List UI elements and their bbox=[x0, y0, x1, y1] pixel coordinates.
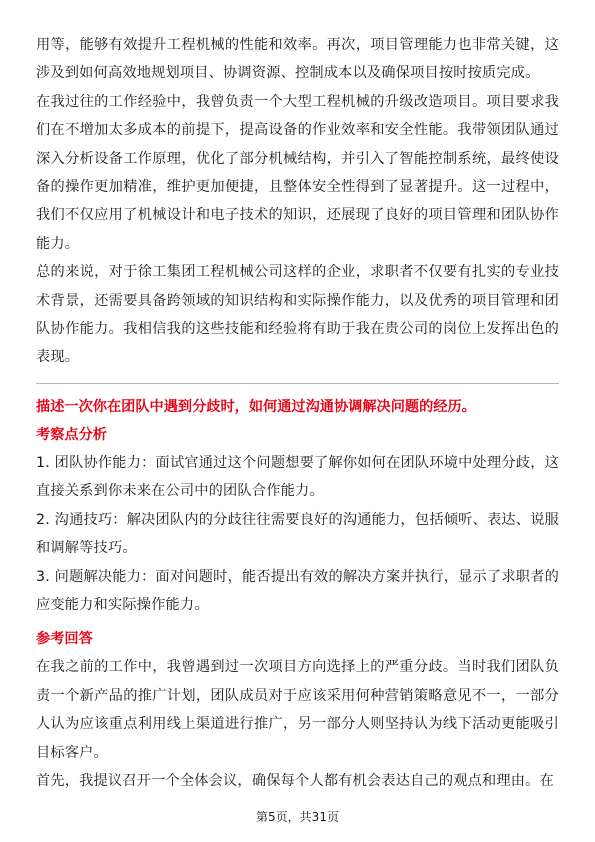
analysis-point: 3. 问题解决能力：面对问题时，能否提出有效的解决方案并执行，显示了求职者的应变能力和实际操作能力。 bbox=[36, 568, 559, 613]
document-page bbox=[36, 31, 559, 795]
analysis-heading: 考察点分析 bbox=[36, 426, 107, 443]
section-divider bbox=[36, 383, 559, 384]
page-number-footer: 第5页，共31页 bbox=[256, 810, 339, 824]
answer-heading: 参考回答 bbox=[36, 631, 93, 648]
answer-paragraph: 在我之前的工作中，我曾遇到过一次项目方向选择上的严重分歧。当时我们团队负责一个新产品的推广计划，团队成员对于应该采用何种营销策略意见不一，一部分人认为应该重点利用线上渠道进行推广，另一部分人则坚持认为线下活动更能吸引目标客户。 bbox=[36, 659, 559, 761]
analysis-point: 2. 沟通技巧：解决团队内的分歧往往需要良好的沟通能力，包括倾听、表达、说服和调解等技巧。 bbox=[36, 511, 559, 557]
body-paragraph: 在我过往的工作经验中，我曾负责一个大型工程机械的升级改造项目。项目要求我们在不增加太多成本的前提下，提高设备的作业效率和安全性能。我带领团队通过深入分析设备工作原理，优化了部分机械结构，并引入了智能控制系统，最终使设备的操作更加精准，维护更加便捷，且整体安全性得到了显著提升。这一过程中，我们不仅应用了机械设计和电子技术的知识，还展现了良好的项目管理和团队协作能力。 bbox=[36, 93, 559, 252]
interview-question: 描述一次你在团队中遇到分歧时，如何通过沟通协调解决问题的经历。 bbox=[36, 398, 476, 415]
answer-paragraph: 首先，我提议召开一个全体会议，确保每个人都有机会表达自己的观点和理由。在 bbox=[36, 772, 554, 789]
analysis-point: 1. 团队协作能力：面试官通过这个问题想要了解你如何在团队环境中处理分歧，这直接关系到你未来在公司中的团队合作能力。 bbox=[36, 454, 559, 500]
body-paragraph: 总的来说，对于徐工集团工程机械公司这样的企业，求职者不仅要有扎实的专业技术背景，还需要具备跨领域的知识结构和实际操作能力，以及优秀的项目管理和团队协作能力。我相信我的这些技能和经验将有助于我在贵公司的岗位上发挥出色的表现。 bbox=[36, 264, 559, 366]
body-paragraph: 用等，能够有效提升工程机械的性能和效率。再次，项目管理能力也非常关键，这涉及到如何高效地规划项目、协调资源、控制成本以及确保项目按时按质完成。 bbox=[36, 37, 559, 82]
